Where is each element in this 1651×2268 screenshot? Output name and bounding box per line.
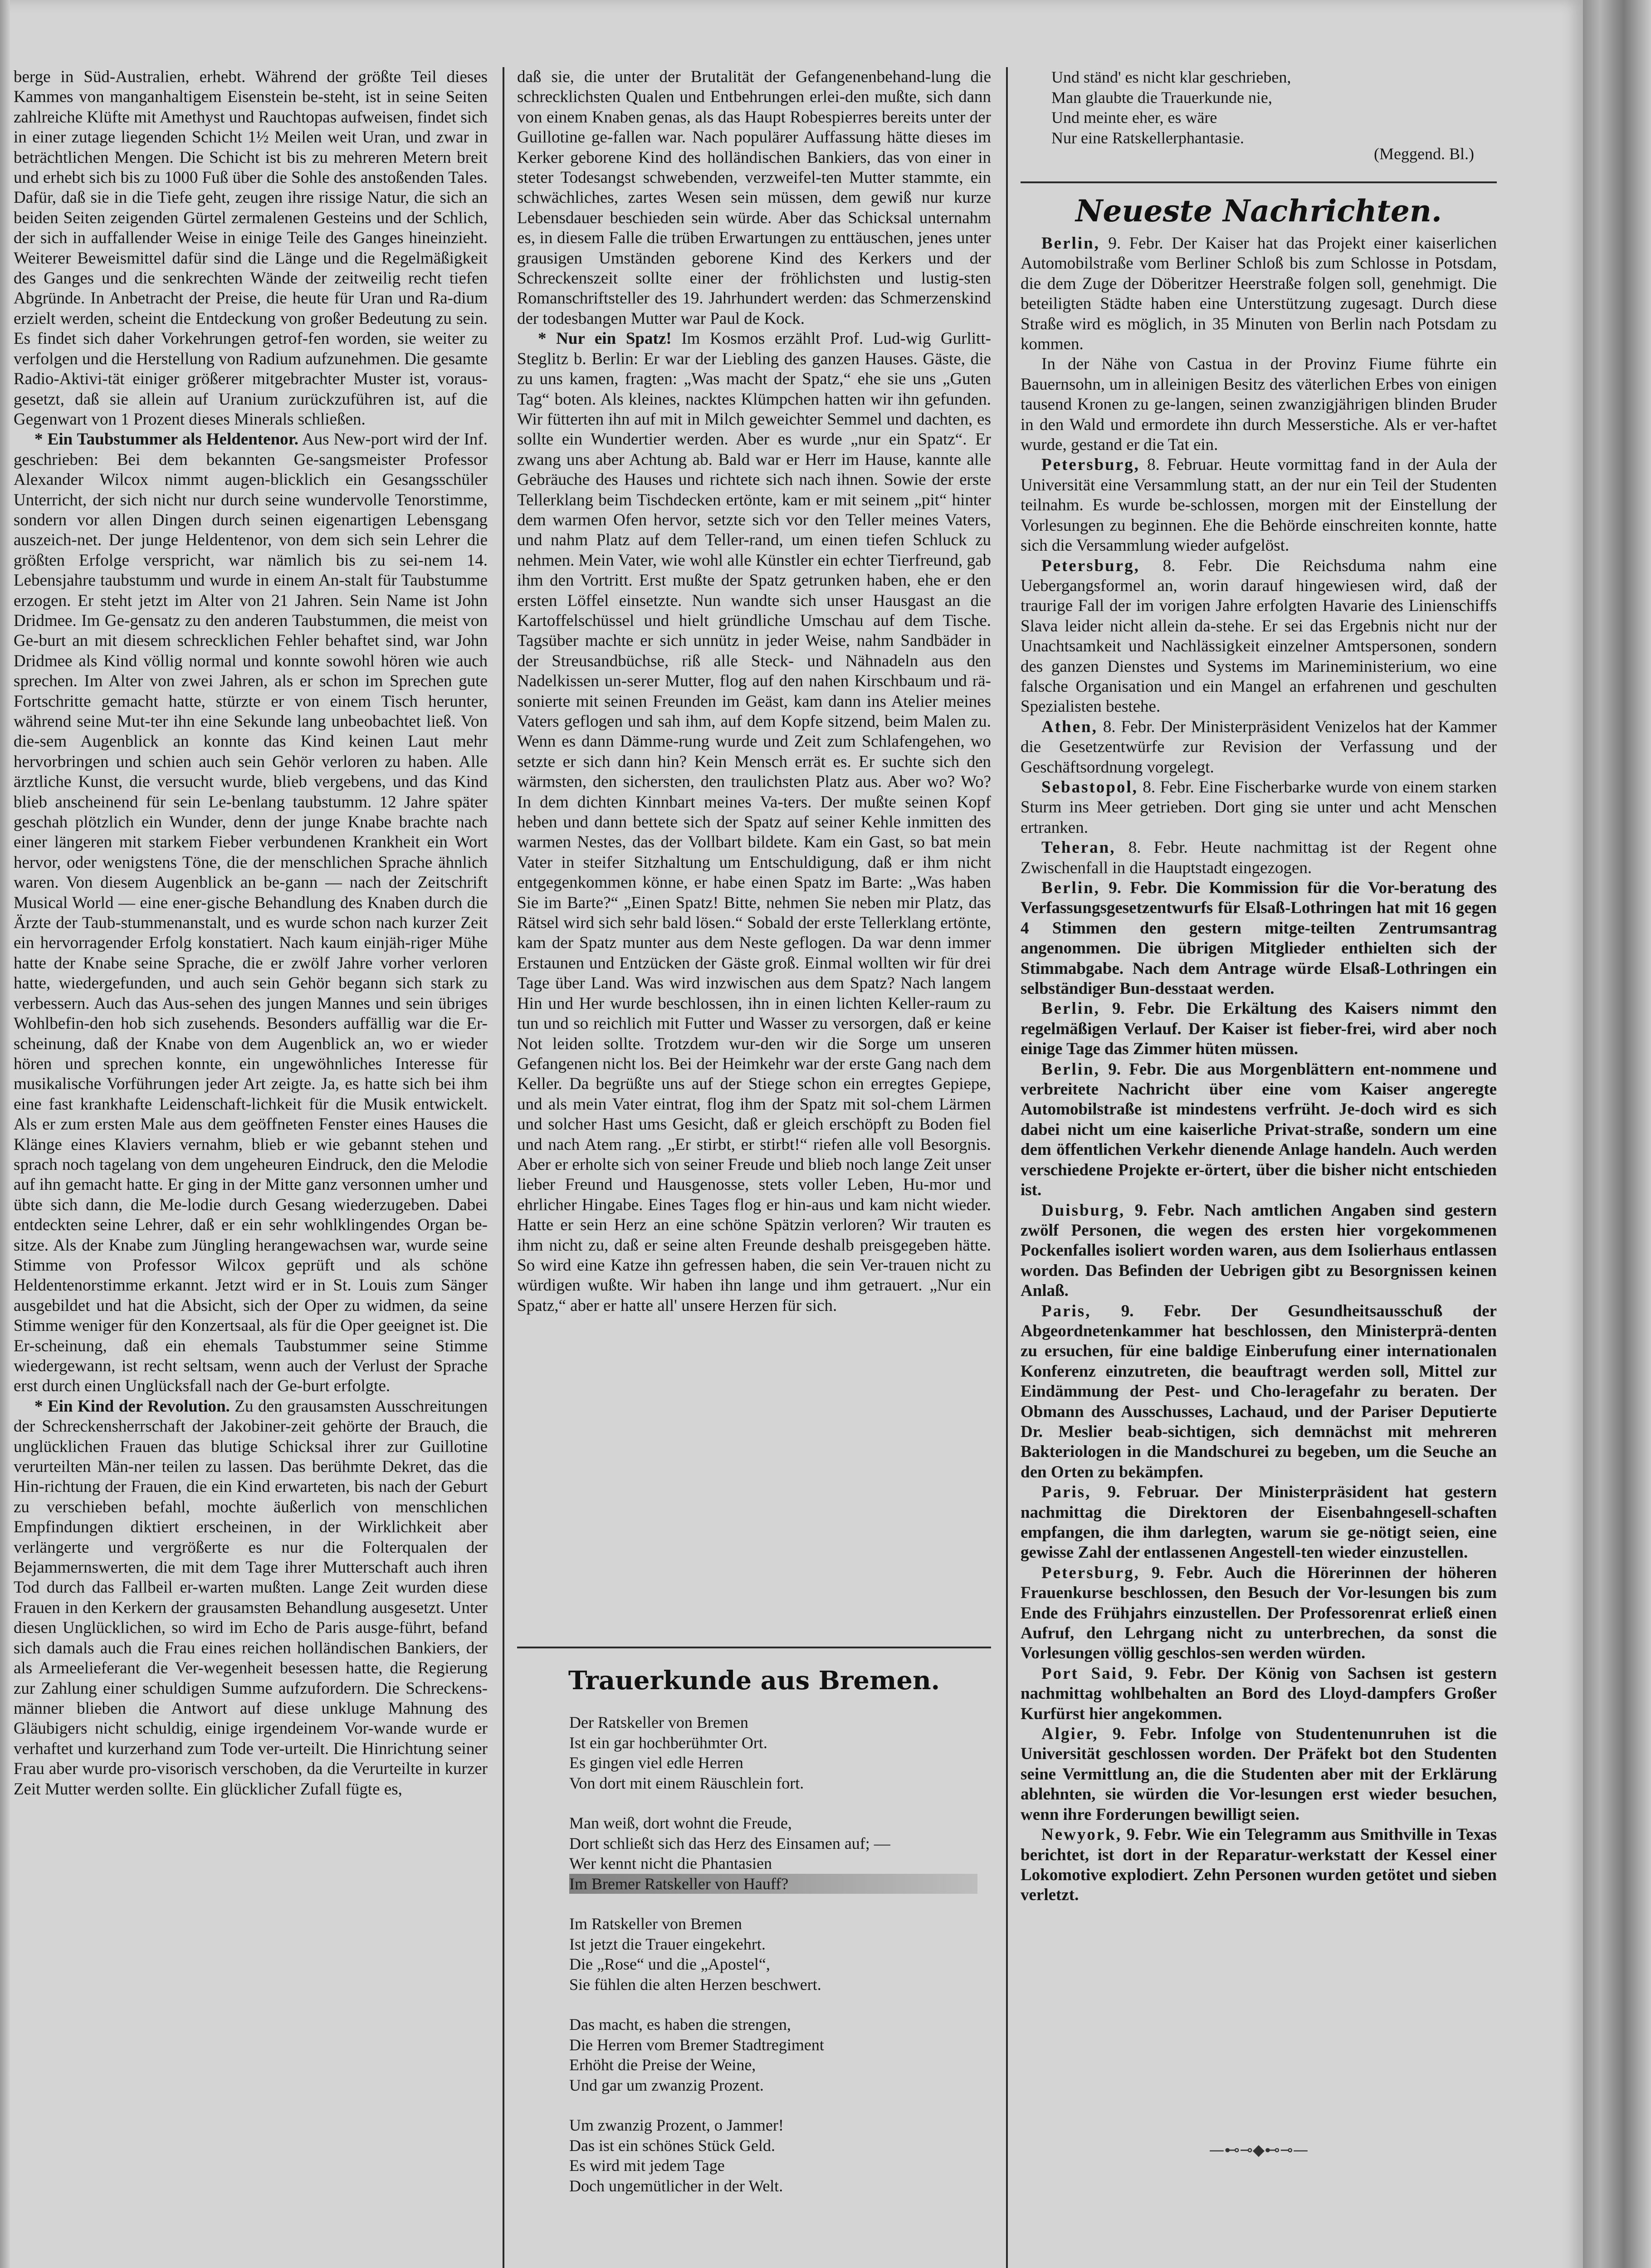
column-rule-2 <box>1006 67 1008 2268</box>
news-text: Auch die Hörerinnen der höheren Frauenkurse beschlossen, den Besuch der Vor-lesungen bis zum Ende des Frühjahrs einzustellen. Der Professorenrat erließ einen Aufruf, den Lehrgang nicht zu unterbrechen, da sonst die Vorlesungen völlig geschlos-sen werden würden. <box>1021 1563 1497 1663</box>
news-dateline-date: 9. Febr. <box>1125 1201 1195 1220</box>
news-dateline-place: Teheran, <box>1041 838 1116 857</box>
poem-stanza <box>569 2115 977 2196</box>
poem-line: Man weiß, dort wohnt die Freude, <box>569 1814 792 1832</box>
news-dateline-place: Algier, <box>1041 1725 1099 1744</box>
news-text: Der König von Sachsen ist gestern nachmittag wohlbehalten an Bord des Lloyd-dampfers Großer Kurfürst hier angekommen. <box>1021 1664 1497 1723</box>
news-text: Der Kaiser hat das Projekt einer kaiserlichen Automobilstraße vom Berliner Schloß bis zum Schlosse in Potsdam, die dem Zuge der Döberitzer Heerstraße folgen soll, genehmigt. Die beteiligten Städte haben eine Unterstützung zugesagt. Durch diese Straße wird es möglich, in 35 Minuten von Berlin nach Potsdam zu kommen. <box>1021 234 1497 354</box>
news-item <box>1021 1664 1497 1724</box>
news-dateline-date: 8. Febr. <box>1097 717 1155 736</box>
poem-stanza <box>569 1813 977 1894</box>
middle-column-articles <box>517 67 991 1632</box>
poem-line: Dort schließt sich das Herz des Einsamen auf; — <box>569 1834 890 1853</box>
article-headline: * Ein Taubstummer als Heldentenor. <box>34 430 298 449</box>
news-text: Heute nachmittag ist der Regent ohne Zwischenfall in die Hauptstadt eingezogen. <box>1021 838 1497 877</box>
news-dateline-place: Athen, <box>1041 717 1098 736</box>
poem-line: Um zwanzig Prozent, o Jammer! <box>569 2116 784 2134</box>
news-dateline-date: 8. Febr. <box>1139 556 1233 575</box>
poem-line: Die Herren vom Bremer Stadtregiment <box>569 2035 824 2054</box>
poem-line: Das macht, es haben die strengen, <box>569 2015 791 2033</box>
poem-line: Ist ein gar hochberühmter Ort. <box>569 1733 767 1752</box>
news-item <box>1021 556 1497 717</box>
news-dateline-place: Berlin, <box>1041 1060 1100 1079</box>
news-dateline-date: 9. Febr. <box>1091 1301 1201 1320</box>
news-dateline-place: Port Said, <box>1041 1664 1134 1683</box>
news-dateline-date: 9. Febr. <box>1099 234 1163 253</box>
poem-line: Und meinte eher, es wäre <box>1051 108 1217 127</box>
news-text: Heute vormittag fand in der Aula der Universität eine Versammlung statt, an der nur ein Teil der Studenten teilnahm. Es wurde be-schlossen, morgen mit der Einstellung der Vorlesungen zu beginnen. Ehe die Behörde einschreiten konnte, hatte sich die Versammlung wieder aufgelöst. <box>1021 455 1497 555</box>
article-text: Zu den grausamsten Ausschreitungen der Schreckensherrschaft der Jakobiner-zeit gehörte der Brauch, die unglücklichen Frauen das blutige Schicksal ihrer zur Guillotine verurteilten Män-ner teilen zu lassen. Das berühmte Dekret, das die Hin-richtung der Frauen, die ein Kind erwarteten, bis nach der Geburt zu verschieben befahl, mochte äußerlich von menschlichen Empfindungen diktiert erscheinen, in der Wirklichkeit aber verlängerte und vergrößerte es nur die Folterqualen der Bejammernswerten, die mit dem Tage ihrer Mutterschaft auch ihren Tod durch das Fallbeil er-warten mußten. Lange Zeit wurden diese Frauen in den Kerkern der grausamsten Behandlung ausgesetzt. Unter diesen Unglücklichen, so wird im Echo de Paris ausge-führt, befand sich damals auch die Frau eines reichen holländischen Bankiers, der als Armeelieferant die Ver-wegenheit besessen hatte, die Regierung zur Zahlung einer schuldigen Summe aufzufordern. Die Schreckens-männer blieben die Antwort auf diese unkluge Mahnung des Gläubigers nicht schuldig, einige irgendeinem Vor-wande wurde er verhaftet und kurzerhand zum Tode ver-urteilt. Die Hinrichtung seiner Frau aber wurde pro-visorisch verschoben, da die Verurteilte in kurzer Zeit Mutter werden sollte. Ein glücklicher Zufall fügte es, <box>14 1397 488 1799</box>
article-paragraph <box>14 1397 488 1799</box>
news-text: Der Ministerpräsident hat gestern nachmittag die Direktoren der Eisenbahngesell-schaften empfangen, die ihm darlegten, warum sie ge-nötigt seien, eine gewisse Zahl der entlassenen Angestell-ten wieder einzustellen. <box>1021 1483 1497 1562</box>
poem-line: Im Bremer Ratskeller von Hauff? <box>569 1874 977 1894</box>
poem-line: Es gingen viel edle Herren <box>569 1754 743 1772</box>
news-dateline-date: 9. Febr. <box>1099 1060 1167 1079</box>
end-ornament: —⊷⊸◆⊷⊸— <box>1209 2141 1309 2159</box>
news-dateline-date: 9. Februar. <box>1091 1483 1199 1502</box>
news-text: In der Nähe von Castua in der Provinz Fiume führte ein Bauernsohn, um in alleinigen Besitz des väterlichen Erbes von einigen tausend Kronen zu ge-langen, seinen zwanzigjährigen blinden Bruder in den Wald und ermordete ihn durch Messerstiche. Als er ver-haftet wurde, gestand er die Tat ein. <box>1021 355 1497 455</box>
news-dateline-place: Paris, <box>1041 1301 1091 1320</box>
news-item <box>1021 878 1497 999</box>
news-item <box>1021 717 1497 777</box>
poem-line: Und ständ' es nicht klar geschrieben, <box>1051 68 1291 86</box>
news-dateline-date: 8. Febr. <box>1138 777 1194 797</box>
news-dateline-date: 9. Febr. <box>1099 879 1167 897</box>
news-dateline-date: 9. Febr. <box>1122 1825 1182 1844</box>
poem-line: Es wird mit jedem Tage <box>569 2156 725 2175</box>
news-item <box>1021 838 1497 878</box>
news-item <box>1021 1724 1497 1825</box>
news-item <box>1021 1060 1497 1201</box>
left-column <box>14 67 488 2268</box>
news-item <box>1021 777 1497 838</box>
article-paragraph <box>14 430 488 1397</box>
poem-stanza <box>569 1712 977 1793</box>
news-text: Wie ein Telegramm aus Smithville in Texas berichtet, ist dort in der Reparatur-werkstatt der Kessel einer Lokomotive explodiert. Zehn Personen wurden getötet und sieben verletzt. <box>1021 1825 1497 1905</box>
poem-line: Erhöht die Preise der Weine, <box>569 2056 756 2074</box>
news-item <box>1021 999 1497 1059</box>
news-item <box>1021 234 1497 354</box>
poem-line: Nur eine Ratskellerphantasie. <box>1051 128 1244 147</box>
news-dateline-date: 9. Febr. <box>1133 1664 1206 1683</box>
news-item <box>1021 354 1497 455</box>
poem-continuation <box>1051 67 1473 148</box>
article-paragraph <box>517 67 991 329</box>
left-page-gutter-fragment <box>0 0 10 2268</box>
poem-line: Sie fühlen die alten Herzen beschwert. <box>569 1975 821 1994</box>
poem-line: Man glaubte die Trauerkunde nie, <box>1051 88 1272 107</box>
news-text: Infolge von Studentenunruhen ist die Universität geschlossen worden. Der Präfekt bot den Studenten seine Vermittlung an, die die Studenten aber mit der Erklärung ablehnten, sie würden die Vor-lesungen erst wieder besuchen, wenn ihre Forderungen bewilligt seien. <box>1021 1725 1497 1824</box>
article-text: berge in Süd-Australien, erhebt. Während der größte Teil dieses Kammes von manganhaltigem Eisenstein be-steht, ist in seine Seiten zahlreiche Klüfte mit Amethyst und Rauchtopas aufweisen, findet sich in einer zutage liegenden Schicht 1½ Meilen weit Uran, und zwar in beträchtlichen Mengen. Die Schicht ist bis zu mehreren Metern breit und erhebt sich bis zu 1000 Fuß über die Sohle des anstoßenden Tales. Dafür, daß sie in die Tiefe geht, zeugen ihre rissige Natur, die sich an beiden Seiten zeigenden Gürtel zermalenen Gesteins und der Schlich, der sich in auffallender Weise in einige Teile des Ganges hineinzieht. Weiterer Beweismittel dafür sind die Länge und die Regelmäßigkeit des Ganges und die senkrechten Wände der zeitweilig recht tiefen Abgründe. In Anbetracht der Preise, die heute für Uran und Ra-dium erzielt werden, scheint die Entdeckung von großer Bedeutung zu sein. Es findet sich daher Vorkehrungen getrof-fen worden, sie weiter zu verfolgen und die Herstellung von Radium aufzunehmen. Die gesamte Radio-Aktivi-tät einiger größerer mitgebrachter Muster ist, voraus-gesetzt, daß sie allein auf Uranium zurückzuführen ist, auf die Gegenwart von 1 Prozent dieses Minerals schließen. <box>14 68 488 429</box>
poem-line: Doch ungemütlicher in der Welt. <box>569 2176 783 2195</box>
news-dateline-place: Berlin, <box>1041 999 1100 1018</box>
article-text: Aus New-port wird der Inf. geschrieben: Bei dem bekannten Ge-sangsmeister Professor Alexander Wilcox nimmt augen-blicklich ein Gesangsschüler Unterricht, der sich nicht nur durch seine wundervolle Tenorstimme, sondern vor allen Dingen durch seinen eigenartigen Lebensgang auszeich-net. Der junge Heldentenor, von dem sich sein Lehrer die größten Erfolge verspricht, war nämlich bis zu sei-nem 14. Lebensjahre taubstumm und wurde in einem An-stalt für Taubstumme erzogen. Er steht jetzt im Alter von 21 Jahren. Sein Name ist John Dridmee. Im Ge-gensatz zu den anderen Taubstummen, die meist von Ge-burt an mit diesem schrecklichen Fehler behaftet sind, war John Dridmee als Kind völlig normal und konnte sowohl hören wie auch sprechen. Im Alter von zwei Jahren, als er schon im Sprechen gute Fortschritte gemacht hatte, stürzte er von einem Tisch herunter, während seine Mut-ter ihn eine Sekunde lang unbeobachtet ließ. Von die-sem Augenblick an konnte das Kind keinen Laut mehr hervorbringen und schien auch sein Gehör verloren zu haben. Alle ärztliche Kunst, die versucht wurde, blieb vergebens, und das Kind blieb anscheinend für sein Le-benlang taubstumm. 12 Jahre später geschah plötzlich ein Wunder, denn der junge Knabe brachte nach einer längeren mit starkem Fieber verbundenen Krankheit ein Wort hervor, oder wenigstens Töne, die der menschlichen Sprache ähnlich waren. Von diesem Augenblick an be-gann — nach der Zeitschrift Musical World — eine ener-gische Behandlung des Knaben durch die Ärzte der Taub-stummenanstalt, und es wurde schon nach kurzer Zeit ein hervorragender Erfolg konstatiert. Nach kaum einjäh-riger Mühe hatte der Knabe seine Sprache, die er zwölf Jahre vorher verloren hatte, wiedergefunden, und auch sein Gehör begann sich stark zu verbessern. Auch das Aus-sehen des jungen Mannes und sein übriges Wohlbefin-den hob sich zusehends. Besonders auffällig war die Er-scheinung, daß der Knabe von dem Augenblick an, wo er wieder hören und sprechen konnte, ein ungewöhnliches Interesse für musikalische Vorführungen jeder Art zeigte. Ja, es hatte sich bei ihm eine fast krankhafte Leidenschaft-lichkeit für die Musik entwickelt. Als er zum ersten Male aus dem geöffneten Fenster eines Hauses die Klänge eines Klaviers vernahm, blieb er wie gebannt stehen und sprach noch tagelang von dem ungeheuren Eindruck, den die Melodie auf ihn gemacht hatte. Er ging in der Mitte ganz versonnen umher und übte sich dann, die Me-lodie durch Gesang wiederzugeben. Dabei entdeckten seine Lehrer, daß er ein sehr wohlklingendes Organ be-sitze. Als der Knabe zum Jüngling herangewachsen war, wurde seine Stimme von Professor Wilcox geprüft und als schöne Heldentenorstimme erkannt. Jetzt wird er in St. Louis zum Sänger ausgebildet und hat die Absicht, sich der Oper zu widmen, da seine Stimme weniger für den Konzertsaal, als für die Oper geeignet ist. Die Er-scheinung, daß ein ehemals Taubstummer seine Stimme wiedergewann, ist recht seltsam, wenn auch der Verlust der Sprache erst durch einen Unglücksfall nach der Ge-burt erfolgte. <box>14 430 488 1396</box>
right-column-news <box>1021 234 1497 2125</box>
news-item <box>1021 1482 1497 1563</box>
poem-line: Die „Rose“ und die „Apostel“, <box>569 1955 770 1973</box>
news-title: Neueste Nachrichten. <box>1075 193 1442 229</box>
article-headline: * Nur ein Spatz! <box>538 329 672 348</box>
poem-line: Wer kennt nicht die Phantasien <box>569 1854 772 1872</box>
news-item <box>1021 455 1497 556</box>
news-text: Der Gesundheitsausschuß der Abgeordnetenkammer hat beschlossen, den Ministerprä-denten zu ersuchen, für eine baldige Einberufung einer internationalen Konferenz einzutreten, die beauftragt werden soll, Mittel zur Eindämmung der Pest- und Cho-leragefahr zu beraten. Der Obmann des Ausschusses, Lachaud, und der Pariser Deputierte Dr. Meslier beab-sichtigen, sich demnächst mit mehreren Bakteriologen in die Mandschurei zu begeben, um die Seuche an den Orten zu bekämpfen. <box>1021 1301 1497 1481</box>
news-dateline-place: Petersburg, <box>1041 1563 1140 1582</box>
news-dateline-place: Sebastopol, <box>1041 777 1138 797</box>
news-text: Eine Fischerbarke wurde von einem starken Sturm ins Meer getrieben. Dort ging sie unter und acht Menschen ertranken. <box>1021 777 1497 837</box>
poem-top-rule <box>517 1647 991 1648</box>
article-headline: * Ein Kind der Revolution. <box>34 1397 230 1416</box>
news-dateline-place: Newyork, <box>1041 1825 1122 1844</box>
poem-line: Das ist ein schönes Stück Geld. <box>569 2136 775 2155</box>
column-rule-1 <box>503 67 504 2268</box>
article-text: daß sie, die unter der Brutalität der Gefangenenbehand-lung die schrecklichsten Qualen und Entbehrungen erlei-den mußte, sich dann von einem Knaben genas, als das Haupt Robespierres bereits unter der Guillotine ge-fallen war. Nach populärer Auffassung hätte dieses im Kerker geborene Kind des holländischen Bankiers, das von einer in steter Todesangst schwebenden, verzweifel-ten Mutter stammte, ein schwächliches, zartes Wesen sein müssen, dem gewiß nur kurze Lebensdauer beschieden sein würde. Aber das Schicksal unternahm es, in diesem Falle die trüben Erwartungen zu enttäuschen, jenes unter grausigen Umständen geborene Kind des Kerkers und der Schreckenszeit sollte einer der fröhlichsten und lustig-sten Romanschriftsteller des 19. Jahrhundert werden: das Schmerzenskind der todesbangen Mutter war Paul de Kock. <box>517 68 991 328</box>
poem-line: Von dort mit einem Räuschlein fort. <box>569 1774 804 1792</box>
news-dateline-date: 9. Febr. <box>1098 1725 1177 1744</box>
article-text: Im Kosmos erzählt Prof. Lud-wig Gurlitt-Steglitz b. Berlin: Er war der Liebling des ganzen Hauses. Gäste, die zu uns kamen, fragten: „Was macht der Spatz,“ ehe sie uns „Guten Tag“ boten. Als kleines, nacktes Klümpchen hatten wir ihn gefunden. Wir fütterten ihn auf mit in Milch geweichter Semmel und dachten, es sollte ein Wundertier werden. Aber es wurde „nur ein Spatz“. Er zwang uns aber Achtung ab. Bald war er Herr im Hause, kannte alle Gebräuche des Hauses und richtete sich nach ihnen. Sowie der erste Tellerklang beim Tischdecken ertönte, kam er mit seinem „pit“ hinter dem warmen Ofen hervor, setzte sich vor den Teller meines Vaters, und nahm Platz auf dem Teller-rand, um einen tiefen Schluck zu nehmen. Mein Vater, wie wohl alle Künstler ein echter Tierfreund, gab ihm den Vortritt. Erst mußte der Spatz getrunken haben, ehe er den ersten Löffel einsetzte. Nun wandte sich unser Hausgast an die Kartoffelschüssel und hielt gründliche Umschau auf dem Tische. Tagsüber machte er sich unnütz in jeder Weise, nahm Sandbäder in der Streusandbüchse, riß alle Steck- und Nähnadeln aus den Nadelkissen un-serer Mutter, flog auf den nahen Kirschbaum und rä-sonierte mit seinen Freunden im Geäst, kam dann ins Atelier meines Vaters geflogen und sah ihm, auf dem Kopfe sitzend, beim Malen zu. Wenn es dann Dämme-rung wurde und Zeit zum Schlafengehen, wo setzte er sich dann hin? Kein Mensch errät es. Er suchte sich den wärmsten, den sichersten, den traulichsten Platz aus. Aber wo? Wo? In dem dichten Kinnbart meines Va-ters. Der mußte seinen Kopf heben und dann bettete sich der Spatz auf seiner Kehle inmitten des warmen Nestes, das der Vollbart bildete. Kam ein Gast, so bat mein Vater in steifer Sitzhaltung um Entschuldigung, daß er ihm nicht entgegenkommen könne, er habe einen Spatz im Barte: „Was haben Sie im Barte?“ „Einen Spatz! Bitte, nehmen Sie neben mir Platz, das Rätsel wird sich sehr bald lösen.“ Sobald der erste Tellerklang ertönte, kam der Spatz munter aus dem Neste geflogen. Da war denn immer Erstaunen und Entzücken der Gäste groß. Einmal wollten wir für drei Tage über Land. Was wird inzwischen aus dem Spatz? Nach langem Hin und Her wurde beschlossen, ihn in einen lichten Keller-raum zu tun und so reichlich mit Futter und Wasser zu versorgen, daß er keine Not leiden sollte. Trotzdem wur-den wir die Sorge um unseren Gefangenen nicht los. Bei der Heimkehr war der erste Gang nach dem Keller. Da begrüßte uns auf der Stiege schon ein erregtes Gepiepe, und als mein Vater eintrat, flog ihm der Spatz mit sol-chem Lärmen und solcher Hast ums Gesicht, daß er gleich erschöpft zu Boden fiel und nach Atem rang. „Er stirbt, er stirbt!“ riefen alle voll Besorgnis. Aber er erholte sich von seiner Freude und blieb noch lange Zeit unser lieber Freund und Hausgenosse, stets voller Leben, Hu-mor und ehrlicher Hingabe. Eines Tages flog er hin-aus und kam nicht wieder. Hatte er sein Herz an eine schöne Spätzin verloren? Wir trauten es ihm nicht zu, daß er seine alten Freunde deshalb preisgegeben hätte. So wird eine Katze ihn gefressen haben, die sein Ver-trauen nicht zu würdigen wußte. Wir haben ihn lange und ihm getrauert. „Nur ein Spatz,“ aber er hatte all' unsere Herzen für sich. <box>517 329 991 1315</box>
poem-stanza <box>569 1914 977 1994</box>
page-edge <box>1583 0 1651 2268</box>
poem-line: Ist jetzt die Trauer eingekehrt. <box>569 1935 766 1953</box>
poem-line: Im Ratskeller von Bremen <box>569 1915 742 1933</box>
news-item <box>1021 1563 1497 1664</box>
news-item <box>1021 1825 1497 1906</box>
news-dateline-date: 9. Febr. <box>1139 1563 1213 1582</box>
poem-stanza <box>569 2014 977 2095</box>
news-text: Die aus Morgenblättern ent-nommene und verbreitete Nachricht über eine vom Kaiser angeregte Automobilstraße ist mindestens verfrüht. Je-doch wird es sich dabei nicht um eine kaiserliche Privat-straße, sondern um eine dem öffentlichen Verkehr dienende Anlage handeln. Auch werden verschiedene Projekte er-örtert, über die bisher nicht entschieden ist. <box>1021 1060 1497 1200</box>
news-text: Die Kommission für die Vor-beratung des Verfassungsgesetzentwurfs für Elsaß-Lothringen hat mit 16 gegen 4 Stimmen den gestern mitge-teilten Zentrumsantrag angenommen. Die übrigen Mitglieder enthielten sich der Stimmabgabe. Nach dem Antrage würde Elsaß-Lothringen ein selbständiger Bun-desstaat werden. <box>1021 879 1497 998</box>
news-dateline-place: Paris, <box>1041 1483 1091 1502</box>
news-dateline-place: Petersburg, <box>1041 556 1140 575</box>
poem-line: Und gar um zwanzig Prozent. <box>569 2076 764 2094</box>
news-dateline-date: 8. Februar. <box>1139 455 1223 474</box>
news-dateline-place: Berlin, <box>1041 234 1100 253</box>
news-item <box>1021 1301 1497 1483</box>
poem-title: Trauerkunde aus Bremen. <box>568 1666 940 1696</box>
news-dateline-place: Duisburg, <box>1041 1201 1125 1220</box>
poem-line: Der Ratskeller von Bremen <box>569 1713 748 1731</box>
news-dateline-place: Petersburg, <box>1041 455 1140 474</box>
news-text: Die Reichsduma nahm eine Uebergangsformel an, worin darauf hingewiesen wird, daß der traurige Fall der im vorigen Jahre erfolgten Havarie des Linienschiffs Slava leider nicht allein da-stehe. Er sei das Ergebnis nicht nur der Unachtsamkeit und Nachlässigkeit einzelner Amtspersonen, sondern des ganzen Dienstes und Systems im Marineministerium, wo eine falsche Organisation und ein Mangel an erfahrenen und geschulten Spezialisten bestehe. <box>1021 556 1497 716</box>
article-paragraph <box>517 329 991 1316</box>
news-text: Die Erkältung des Kaisers nimmt den regelmäßigen Verlauf. Der Kaiser ist fieber-frei, wird aber noch einige Tage das Zimmer hüten müssen. <box>1021 999 1497 1059</box>
news-item <box>1021 1201 1497 1301</box>
poem-attribution: (Meggend. Bl.) <box>1374 145 1474 163</box>
news-dateline-date: 9. Febr. <box>1099 999 1174 1018</box>
news-dateline-place: Berlin, <box>1041 879 1100 897</box>
news-text: Nach amtlichen Angaben sind gestern zwölf Personen, die wegen des ersten hier vorgekommenen Pockenfalles isoliert worden waren, aus dem Isolierhaus entlassen worden. Das Befinden der Uebrigen gibt zu Besorgnissen keinen Anlaß. <box>1021 1201 1497 1300</box>
poem-trauerkunde <box>569 1712 977 2216</box>
article-paragraph <box>14 67 488 430</box>
news-dateline-date: 8. Febr. <box>1115 838 1188 857</box>
news-text: Der Ministerpräsident Venizelos hat der Kammer die Gesetzentwürfe zur Revision der Verfassung und der Geschäftsordnung vorgelegt. <box>1021 717 1497 777</box>
news-top-rule <box>1021 181 1497 183</box>
